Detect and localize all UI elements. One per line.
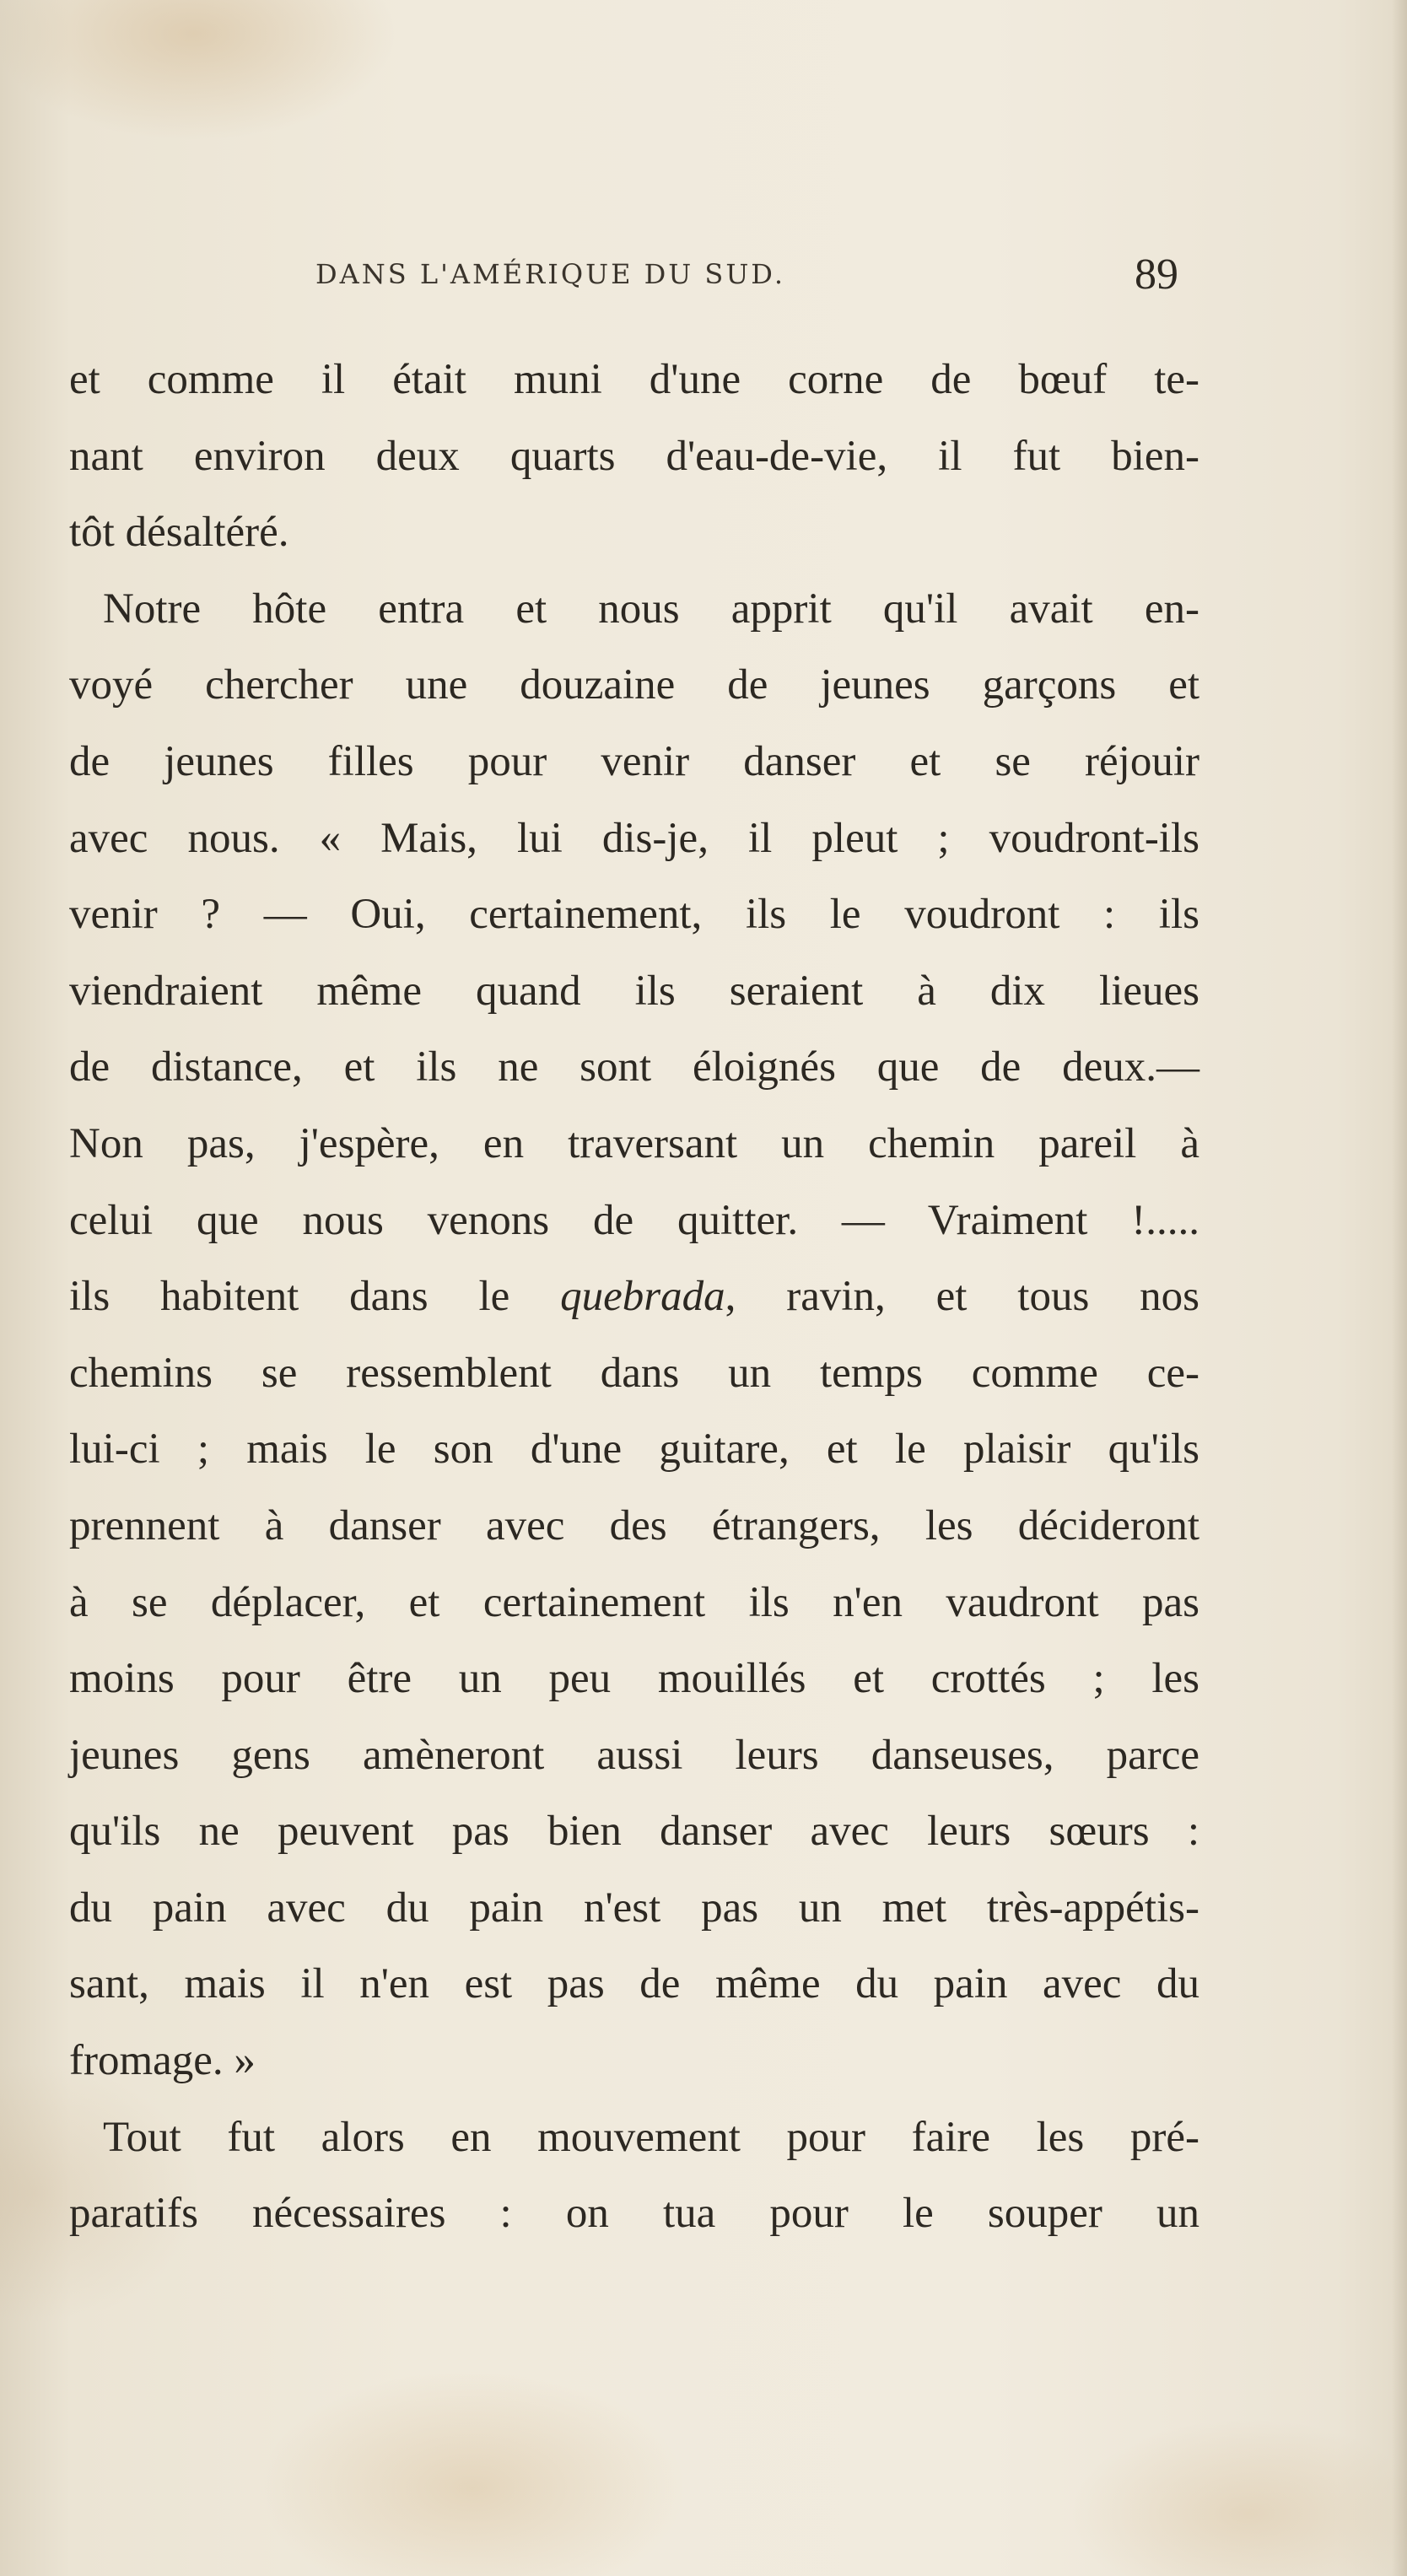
text-line: tôt désaltéré. xyxy=(69,509,289,557)
text-line: Non pas, j'espère, en traversant un chemin pareil à xyxy=(69,1119,1199,1167)
text-line: prennent à danser avec des étrangers, les décideront xyxy=(69,1501,1199,1549)
running-head: DANS L'AMÉRIQUE DU SUD. xyxy=(315,258,785,290)
text-line: sant, mais il n'en est pas de même du pain avec du xyxy=(69,1960,1199,2008)
text-run: ils habitent dans le xyxy=(69,1273,561,1321)
text-line-with-italic xyxy=(69,1258,1199,1335)
text-line: chemins se ressemblent dans un temps comme ce- xyxy=(69,1349,1199,1397)
page-number: 89 xyxy=(1135,251,1178,299)
text-line: et comme il était muni d'une corne de bœuf te- xyxy=(69,356,1199,403)
text-line: Tout fut alors en mouvement pour faire les pré- xyxy=(103,2113,1199,2161)
text-line: de distance, et ils ne sont éloignés que de deux.— xyxy=(69,1043,1199,1091)
text-line: Notre hôte entra et nous apprit qu'il avait en- xyxy=(103,585,1199,633)
body-text xyxy=(69,342,1199,2252)
text-line: nant environ deux quarts d'eau-de-vie, il fut bien- xyxy=(69,432,1199,480)
text-line: du pain avec du pain n'est pas un met très-appétis- xyxy=(69,1883,1199,1932)
text-line: moins pour être un peu mouillés et crottés ; les xyxy=(69,1655,1199,1703)
text-line: voyé chercher une douzaine de jeunes garçons et xyxy=(69,661,1199,709)
text-line: jeunes gens amèneront aussi leurs danseuses, parce xyxy=(69,1731,1199,1779)
text-line: à se déplacer, et certainement ils n'en vaudront pas xyxy=(69,1578,1199,1626)
text-line: celui que nous venons de quitter. — Vraiment !..... xyxy=(69,1196,1199,1244)
text-line: viendraient même quand ils seraient à dix lieues xyxy=(69,967,1199,1015)
text-line: paratifs nécessaires : on tua pour le souper un xyxy=(69,2190,1199,2238)
text-line: avec nous. « Mais, lui dis-je, il pleut ; voudront-ils xyxy=(69,814,1199,862)
text-run: , ravin, et tous nos xyxy=(725,1273,1199,1321)
text-line: venir ? — Oui, certainement, ils le voudront : ils xyxy=(69,891,1199,939)
italic-word: quebrada xyxy=(560,1273,725,1321)
text-line: lui-ci ; mais le son d'une guitare, et le plaisir qu'ils xyxy=(69,1425,1199,1474)
text-line: fromage. » xyxy=(69,2037,256,2085)
text-line: de jeunes filles pour venir danser et se réjouir xyxy=(69,737,1199,785)
text-line: qu'ils ne peuvent pas bien danser avec leurs sœurs : xyxy=(69,1808,1199,1856)
